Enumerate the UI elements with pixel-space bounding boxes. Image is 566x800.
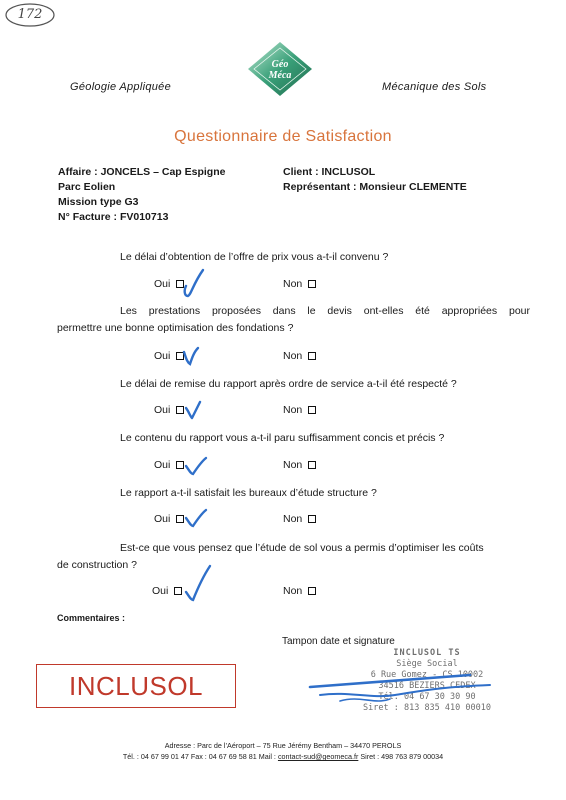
footer-contact: Tél. : 04 67 99 01 47 Fax : 04 67 69 58 81 Mail : contact-sud@geomeca.fr Siret : 498 763 879 00034: [122, 752, 444, 761]
question-2-line-2: permettre une bonne optimisation des fondations ?: [57, 322, 294, 334]
checkbox-non-3[interactable]: [308, 406, 316, 414]
affaire-line: Affaire : JONCELS – Cap Espigne: [58, 166, 226, 178]
option-non-1[interactable]: Non: [283, 278, 316, 290]
option-non-4[interactable]: Non: [283, 459, 316, 471]
answer-row-6: [0, 585, 566, 601]
page-title: Questionnaire de Satisfaction: [174, 128, 392, 145]
header-left-text: Géologie Appliquée: [70, 81, 172, 93]
checkbox-non-5[interactable]: [308, 515, 316, 523]
page-number-text: 172: [17, 7, 43, 22]
option-oui-6[interactable]: Oui: [152, 585, 182, 597]
representant-line: Représentant : Monsieur CLEMENTE: [283, 181, 467, 193]
geomeca-logo: [246, 40, 314, 98]
answer-row-2: [0, 350, 566, 366]
info-left: [58, 165, 225, 225]
option-oui-4[interactable]: Oui: [154, 459, 184, 471]
info-right: [283, 165, 467, 195]
question-1: Le délai d’obtention de l’offre de prix vous a-t-il convenu ?: [120, 251, 389, 263]
checkbox-oui-2[interactable]: [176, 352, 184, 360]
option-oui-5[interactable]: Oui: [154, 513, 184, 525]
checkbox-non-2[interactable]: [308, 352, 316, 360]
facture-line: N° Facture : FV010713: [58, 211, 169, 223]
option-oui-2[interactable]: Oui: [154, 350, 184, 362]
option-oui-3[interactable]: Oui: [154, 404, 184, 416]
checkbox-oui-1[interactable]: [176, 280, 184, 288]
question-6-line-1: Est-ce que vous pensez que l’étude de sol vous a permis d’optimiser les coûts: [120, 542, 484, 554]
checkbox-oui-6[interactable]: [174, 587, 182, 595]
answer-row-1: [0, 278, 566, 294]
page-number: [4, 2, 56, 28]
option-non-6[interactable]: Non: [283, 585, 316, 597]
footer-email-link[interactable]: contact-sud@geomeca.fr: [277, 752, 359, 761]
inclusol-stamp-box: [36, 664, 236, 708]
svg-text:Méca: Méca: [268, 70, 292, 81]
option-non-2[interactable]: Non: [283, 350, 316, 362]
checkbox-non-4[interactable]: [308, 461, 316, 469]
question-3: Le délai de remise du rapport après ordre de service a-t-il été respecté ?: [120, 378, 457, 390]
checkbox-oui-4[interactable]: [176, 461, 184, 469]
parc-line: Parc Eolien: [58, 181, 116, 193]
checkbox-non-6[interactable]: [308, 587, 316, 595]
question-6-line-2: de construction ?: [57, 559, 137, 571]
tampon-label: Tampon date et signature: [282, 636, 395, 647]
option-non-3[interactable]: Non: [283, 404, 316, 416]
svg-text:Géo: Géo: [271, 59, 289, 70]
inclusol-stamp-text: INCLUSOL: [68, 670, 204, 701]
header-right-text: Mécanique des Sols: [382, 81, 487, 93]
checkbox-oui-3[interactable]: [176, 406, 184, 414]
checkbox-oui-5[interactable]: [176, 515, 184, 523]
answer-row-3: [0, 404, 566, 420]
question-5: Le rapport a-t-il satisfait les bureaux d’étude structure ?: [120, 487, 377, 499]
option-non-5[interactable]: Non: [283, 513, 316, 525]
question-4: Le contenu du rapport vous a-t-il paru suffisamment concis et précis ?: [120, 432, 445, 444]
client-line: Client : INCLUSOL: [283, 166, 376, 178]
checkbox-non-1[interactable]: [308, 280, 316, 288]
answer-row-4: [0, 459, 566, 475]
mission-line: Mission type G3: [58, 196, 139, 208]
question-2-line-1: Les prestations proposées dans le devis ont-elles été appropriées pour: [120, 305, 530, 317]
answer-row-5: [0, 513, 566, 529]
comments-label: Commentaires :: [57, 613, 126, 623]
footer-address: Adresse : Parc de l’Aéroport – 75 Rue Jérémy Bentham – 34470 PEROLS: [164, 741, 402, 750]
option-oui-1[interactable]: Oui: [154, 278, 184, 290]
company-stamp: INCLUSOL TS Siège Social 6 Rue Gomez - CS 10002 34516 BEZIERS CEDEX Tél. 04 67 30 30 90 Siret : 813 835 410 00010: [363, 648, 491, 713]
